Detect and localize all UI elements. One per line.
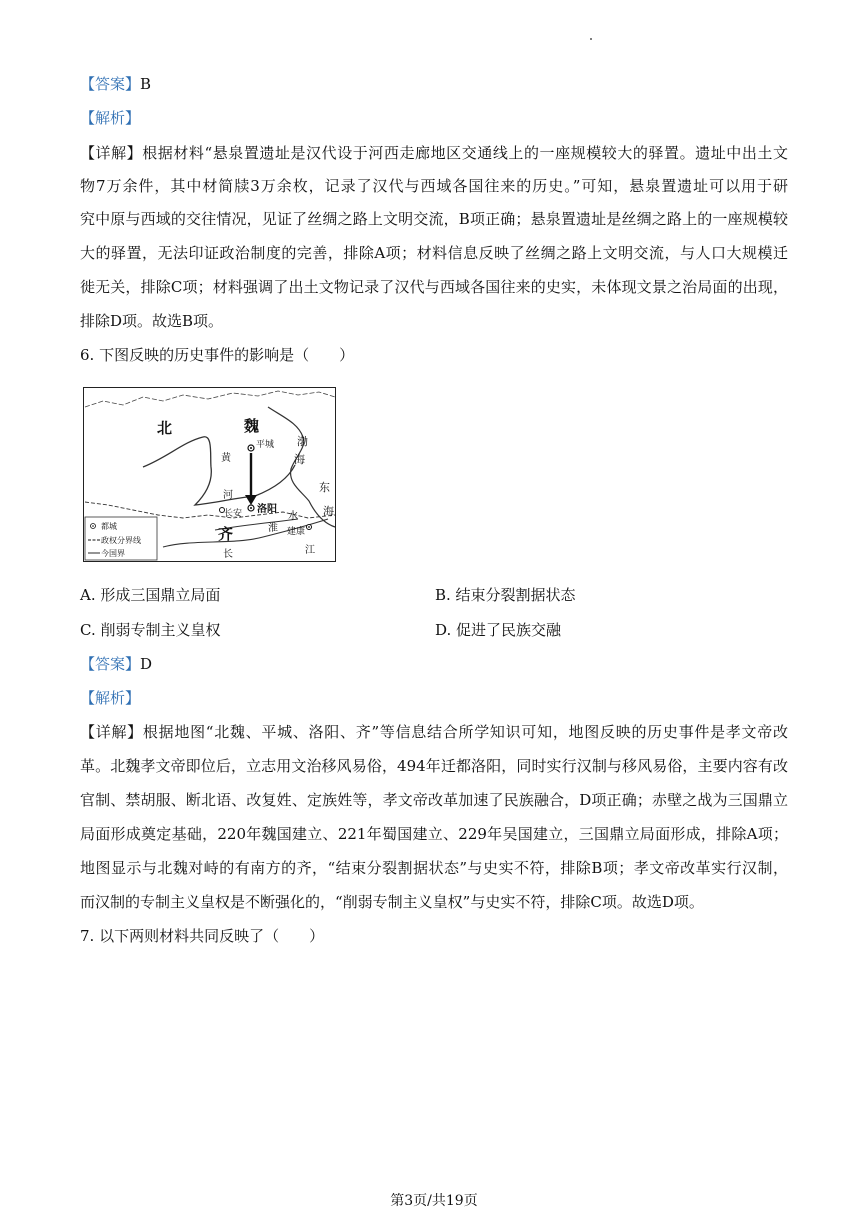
map-label-jiang: 江 (305, 545, 315, 556)
answer-tag: 【答案】 (80, 75, 141, 93)
map-label-luoyang: 洛阳 (257, 504, 277, 515)
map-label-shui: 水 (288, 511, 298, 522)
map-label-huai: 淮 (268, 523, 278, 534)
detail-q6-line-3: 官制、禁胡服、断北语、改复姓、定族姓等，孝文帝改革加速了民族融合，D项正确；赤壁之战为三国鼎立 (80, 791, 788, 809)
map-label-dong: 东 (319, 481, 330, 494)
answer-value: D (140, 655, 153, 673)
analysis-line-q5 (80, 108, 140, 128)
detail-q5-line-3: 究中原与西域的交往情况，见证了丝绸之路上文明交流，B项正确；悬泉置遗址是丝绸之路上的一座规模较 (80, 210, 788, 228)
option-a: A. 形成三国鼎立局面 (80, 586, 221, 604)
map-svg (83, 387, 336, 562)
scan-dot (590, 38, 592, 40)
map-label-wei: 魏 (244, 417, 260, 435)
map-label-huang: 黄 (221, 453, 231, 464)
detail-tag: 【详解】 (80, 144, 143, 162)
map-label-jiankang: 建康 (287, 527, 306, 537)
question-7-stem: 7. 以下两则材料共同反映了（ ） (80, 927, 325, 945)
answer-tag: 【答案】 (80, 655, 141, 673)
detail-q5-line-1: 【详解】根据材料“悬泉置遗址是汉代设于河西走廊地区交通线上的一座规模较大的驿置。遗址中出土文 (80, 144, 788, 162)
detail-tag: 【详解】 (80, 723, 143, 741)
answer-value: B (140, 75, 152, 93)
map-label-north: 北 (157, 419, 173, 437)
answer-line-q5 (80, 74, 151, 94)
analysis-tag: 【解析】 (80, 109, 141, 127)
map-label-chang: 长 (223, 549, 233, 560)
detail-q5-line-4: 大的驿置，无法印证政治制度的完善，排除A项；材料信息反映了丝绸之路上文明交流，与人口大规模迁 (80, 244, 788, 262)
detail-q5-line-2: 物7万余件，其中材简牍3万余枚，记录了汉代与西域各国往来的历史。”可知，悬泉置遗址可以用于研 (80, 177, 788, 195)
map-label-pingcheng: 平城 (256, 440, 275, 450)
detail-q6-line-5: 地图显示与北魏对峙的有南方的齐，“结束分裂割据状态”与史实不符，排除B项；孝文帝改革实行汉制， (80, 859, 788, 877)
map-legend (85, 517, 157, 560)
map-label-qi: 齐 (218, 525, 234, 543)
legend-capital: 都城 (101, 522, 117, 531)
detail-q6-line-2: 革。北魏孝文帝即位后，立志用文治移风易俗，494年迁都洛阳，同时实行汉制与移风易俗，主要内容有改 (80, 757, 788, 775)
option-c: C. 削弱专制主义皇权 (80, 621, 221, 639)
detail-q5-line-5: 徙无关，排除C项；材料强调了出土文物记录了汉代与西域各国往来的史实，未体现文景之治局面的出现， (80, 278, 788, 296)
answer-line-q6 (80, 654, 152, 674)
analysis-line-q6 (80, 688, 140, 708)
detail-q6-line-6: 而汉制的专制主义皇权是不断强化的，“削弱专制主义皇权”与史实不符，排除C项。故选D项。 (80, 893, 704, 911)
detail-q6-line-1: 【详解】根据地图“北魏、平城、洛阳、齐”等信息结合所学知识可知，地图反映的历史事件是孝文帝改 (80, 723, 788, 741)
page-footer: 第3页/共19页 (390, 1193, 478, 1209)
option-b: B. 结束分裂割据状态 (435, 586, 576, 604)
map-label-hai2: 海 (323, 505, 334, 518)
analysis-tag: 【解析】 (80, 689, 141, 707)
legend-modern-border: 今国界 (101, 549, 125, 558)
detail-q6-line-4: 局面形成奠定基础，220年魏国建立、221年蜀国建立、229年吴国建立，三国鼎立局面形成，排除A项； (80, 825, 788, 843)
map-label-changan: 长安 (224, 509, 243, 519)
map-label-he: 河 (223, 490, 233, 501)
option-d: D. 促进了民族交融 (435, 621, 562, 639)
historical-map (83, 387, 336, 562)
detail-q5-line-6: 排除D项。故选B项。 (80, 312, 224, 330)
map-label-bo: 渤 (297, 435, 308, 448)
question-6-stem: 6. 下图反映的历史事件的影响是（ ） (80, 346, 355, 364)
legend-regime-border: 政权分界线 (101, 536, 141, 545)
map-label-hai: 海 (294, 453, 305, 466)
